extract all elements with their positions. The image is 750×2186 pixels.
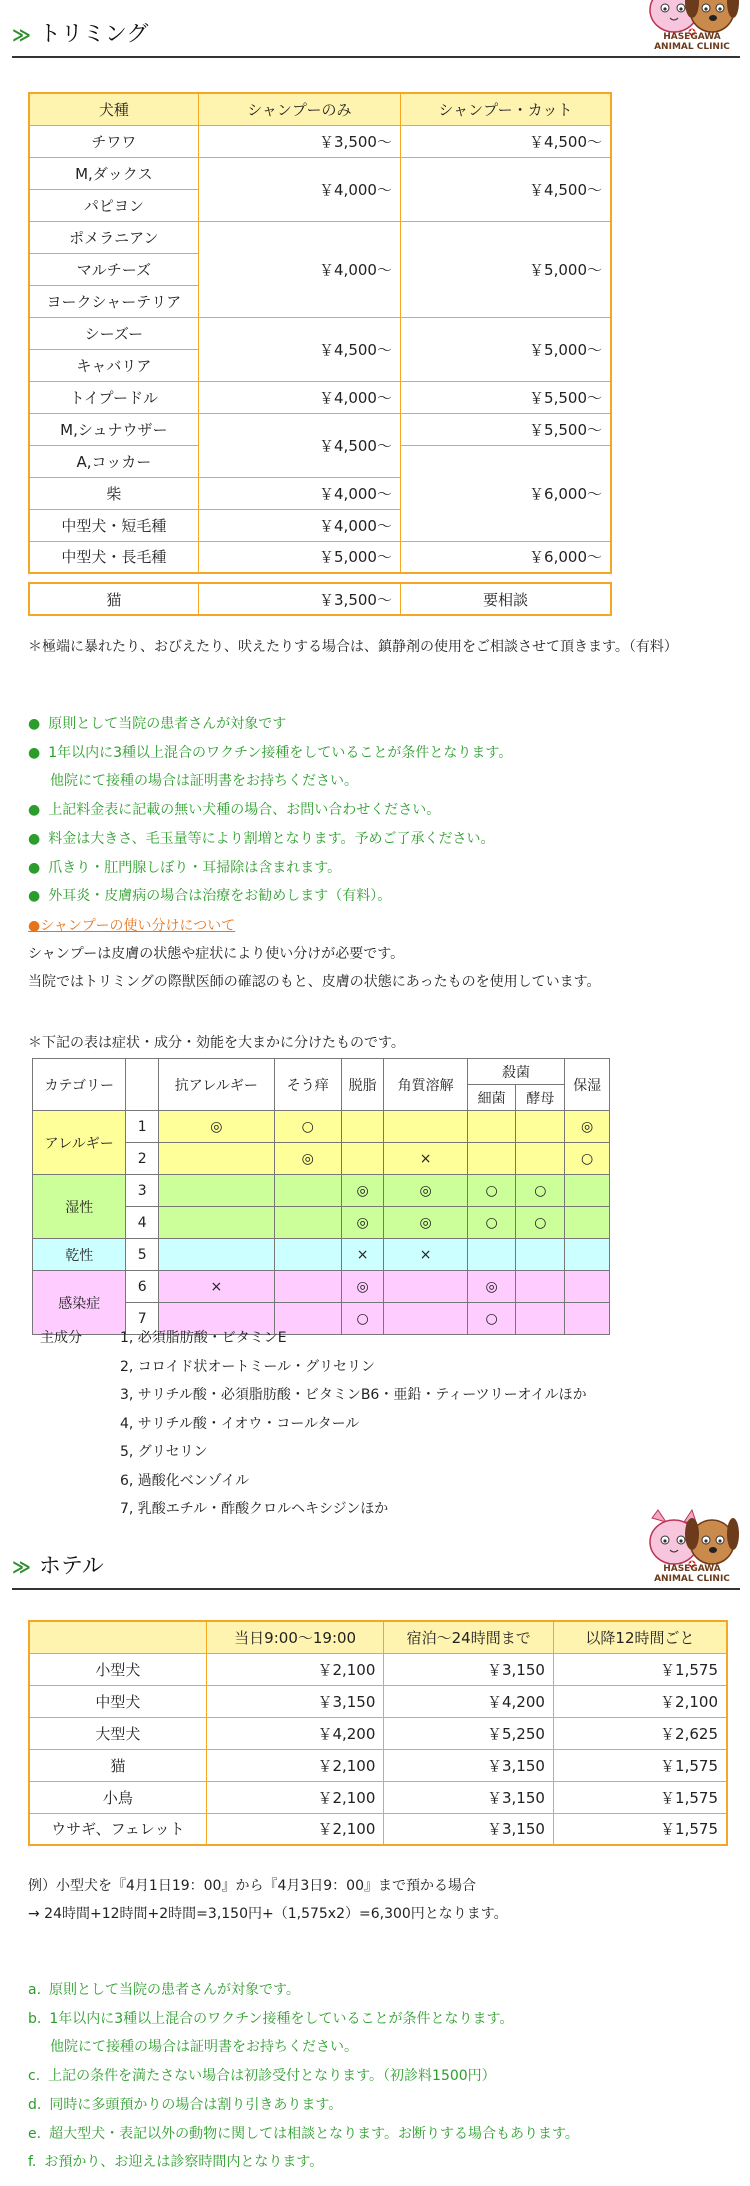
column-header: 酵母 [516, 1085, 565, 1111]
list-item [28, 2033, 738, 2062]
price-cell: ￥5,250 [384, 1717, 554, 1749]
note-text: 外耳炎・皮膚病の場合は治療をお勧めします（有料）。 [48, 888, 392, 905]
symbol-cell [274, 1239, 341, 1271]
symbol-cell: ○ [467, 1303, 516, 1335]
list-item [28, 1976, 738, 2005]
column-header: 細菌 [467, 1085, 516, 1111]
symbol-cell: ○ [274, 1111, 341, 1143]
header-row [33, 1059, 610, 1085]
price-cell: ￥4,000～ [198, 477, 400, 509]
price-cell: ￥3,150 [384, 1781, 554, 1813]
table-row [33, 1271, 610, 1303]
price-cell: ￥4,000～ [198, 221, 400, 317]
column-header: 犬種 [29, 93, 198, 125]
hotel-price-table [28, 1620, 728, 1846]
list-item [28, 767, 728, 796]
column-header: 抗アレルギー [158, 1059, 274, 1111]
breed-cell: 中型犬・短毛種 [29, 509, 198, 541]
shampoo-text: 当院ではトリミングの際獣医師の確認のもと、皮膚の状態にあったものを使用しています。 [28, 974, 601, 990]
table-intro: ＊下記の表は症状・成分・効能を大まかに分けたものです。 [28, 1035, 405, 1051]
list-item [40, 1438, 587, 1467]
symbol-cell: × [384, 1143, 467, 1175]
table-row [29, 157, 611, 189]
column-header [126, 1059, 159, 1111]
column-header: 角質溶解 [384, 1059, 467, 1111]
price-cell: ￥3,500～ [198, 125, 400, 157]
symbol-cell: ◎ [565, 1111, 610, 1143]
price-cell: ￥2,625 [553, 1717, 727, 1749]
list-item [28, 825, 728, 854]
table-row [29, 1749, 727, 1781]
price-cell: ￥6,000～ [400, 445, 611, 541]
list-item [28, 2120, 738, 2149]
note-text: 他院にて接種の場合は証明書をお持ちください。 [50, 2039, 358, 2056]
symbol-cell [516, 1143, 565, 1175]
animal-cell: ウサギ、フェレット [29, 1813, 206, 1845]
price-cell: ￥2,100 [206, 1813, 384, 1845]
list-item [28, 739, 728, 768]
note-mark: c. [28, 2068, 41, 2085]
list-item [40, 1467, 587, 1496]
symbol-cell: ◎ [158, 1111, 274, 1143]
number-cell: 4 [126, 1207, 159, 1239]
logo-text: HASEGAWA ANIMAL CLINIC [654, 32, 730, 52]
clinic-logo [644, 1508, 740, 1584]
list-item [28, 882, 728, 911]
table-row [29, 583, 611, 615]
breed-cell: M,ダックス [29, 157, 198, 189]
trimming-header [12, 0, 740, 58]
list-item [40, 1410, 587, 1439]
price-cell: ￥3,150 [206, 1685, 384, 1717]
price-cell: ￥5,500～ [400, 413, 611, 445]
bullet-icon: ● [28, 830, 41, 847]
price-cell: ￥2,100 [206, 1653, 384, 1685]
number-cell: 3 [126, 1175, 159, 1207]
number-cell: 5 [126, 1239, 159, 1271]
price-cell: ￥5,000～ [198, 541, 400, 573]
logo-text: HASEGAWA ANIMAL CLINIC [654, 1564, 730, 1584]
note-text: 他院にて接種の場合は証明書をお持ちください。 [50, 773, 358, 790]
price-cell: ￥2,100 [206, 1781, 384, 1813]
breed-cell: トイプードル [29, 381, 198, 413]
price-cell: 要相談 [400, 583, 611, 615]
symbol-cell: ◎ [341, 1175, 384, 1207]
ingredient-text: 1, 必須脂肪酸・ビタミンE [120, 1330, 287, 1346]
list-item [28, 710, 728, 739]
symbol-cell: ◎ [384, 1175, 467, 1207]
sedation-footnote: ＊極端に暴れたり、おびえたり、吠えたりする場合は、鎮静剤の使用をご相談させて頂きます。（有料） [28, 639, 678, 655]
table-row [29, 1813, 727, 1845]
number-cell: 6 [126, 1271, 159, 1303]
table-row [29, 1781, 727, 1813]
note-text: 原則として当院の患者さんが対象です。 [49, 1982, 300, 1998]
table-row [29, 1717, 727, 1749]
shampoo-section [28, 912, 748, 996]
animal-cell: 大型犬 [29, 1717, 206, 1749]
bullet-icon: ● [28, 888, 41, 905]
symbol-cell [158, 1239, 274, 1271]
ingredient-text: 3, サリチル酸・必須脂肪酸・ビタミンB6・亜鉛・ティーツリーオイルほか [120, 1387, 587, 1403]
note-mark: a. [28, 1982, 42, 1998]
price-cell: ￥4,000～ [198, 509, 400, 541]
column-header: 殺菌 [467, 1059, 565, 1085]
column-header: 宿泊～24時間まで [384, 1621, 554, 1653]
double-chevron-icon: ≫ [12, 1557, 31, 1578]
bullet-icon: ● [28, 859, 41, 876]
ingredient-text: 4, サリチル酸・イオウ・コールタール [120, 1415, 360, 1432]
price-cell: ￥4,500～ [400, 125, 611, 157]
symbol-cell [467, 1111, 516, 1143]
note-text: 1年以内に3種以上混合のワクチン接種をしていることが条件となります。 [48, 744, 513, 761]
symbol-cell [467, 1239, 516, 1271]
list-item [28, 796, 728, 825]
breed-cell: M,シュナウザー [29, 413, 198, 445]
column-header: 保湿 [565, 1059, 610, 1111]
cat-dog-logo-icon [644, 1508, 740, 1570]
ingredient-text: 7, 乳酸エチル・酢酸クロルヘキシジンほか [120, 1501, 389, 1517]
double-chevron-icon: ≫ [12, 25, 31, 46]
symbol-cell: ◎ [274, 1143, 341, 1175]
list-item [28, 854, 728, 883]
price-cell: ￥4,200 [384, 1685, 554, 1717]
table-row [33, 1111, 610, 1143]
symbol-cell: × [384, 1239, 467, 1271]
price-cell: ￥2,100 [553, 1685, 727, 1717]
table-row [29, 125, 611, 157]
trimming-title-text: トリミング [38, 22, 149, 47]
price-cell: ￥4,000～ [198, 381, 400, 413]
breed-cell: 中型犬・長毛種 [29, 541, 198, 573]
symbol-cell [384, 1271, 467, 1303]
price-cell: ￥5,000～ [400, 221, 611, 317]
price-cell: ￥1,575 [553, 1813, 727, 1845]
list-item [40, 1495, 587, 1524]
column-header: 脱脂 [341, 1059, 384, 1111]
breed-cell: チワワ [29, 125, 198, 157]
list-item [40, 1381, 587, 1410]
symbol-cell: ◎ [341, 1207, 384, 1239]
breed-cell: シーズー [29, 317, 198, 349]
shampoo-category-table [32, 1058, 610, 1335]
note-text: 上記の条件を満たさない場合は初診受付となります。（初診料1500円） [48, 2068, 496, 2085]
note-mark: f. [28, 2154, 37, 2171]
column-header: シャンプー・カット [400, 93, 611, 125]
symbol-cell: ○ [467, 1207, 516, 1239]
symbol-cell [565, 1175, 610, 1207]
symbol-cell [158, 1143, 274, 1175]
price-cell: ￥4,500～ [198, 413, 400, 477]
symbol-cell: ○ [516, 1207, 565, 1239]
symbol-cell [158, 1207, 274, 1239]
symbol-cell [516, 1239, 565, 1271]
symbol-cell [274, 1271, 341, 1303]
symbol-cell [341, 1143, 384, 1175]
symbol-cell: ○ [516, 1175, 565, 1207]
breed-cell: ヨークシャーテリア [29, 285, 198, 317]
ingredient-text: 6, 過酸化ベンゾイル [120, 1472, 250, 1489]
note-text: 料金は大きさ、毛玉量等により割増となります。予めご了承ください。 [48, 830, 495, 847]
trimming-notes-list [28, 710, 728, 911]
price-cell: ￥4,000～ [198, 157, 400, 221]
number-cell: 7 [126, 1303, 159, 1335]
note-text: 同時に多頭預かりの場合は割り引きあります。 [49, 2096, 343, 2113]
table-row [33, 1175, 610, 1207]
table-row [33, 1239, 610, 1271]
breed-cell: マルチーズ [29, 253, 198, 285]
column-header: 当日9:00～19:00 [206, 1621, 384, 1653]
note-mark: d. [28, 2096, 42, 2113]
symbol-cell [274, 1207, 341, 1239]
table-row [29, 1653, 727, 1685]
hotel-example [28, 1872, 728, 1928]
note-mark: b. [28, 2010, 42, 2027]
price-cell: ￥5,000～ [400, 317, 611, 381]
list-item [40, 1324, 587, 1353]
table-row [29, 317, 611, 349]
hotel-header [12, 1528, 740, 1590]
price-cell: ￥3,150 [384, 1813, 554, 1845]
symbol-cell: ○ [565, 1143, 610, 1175]
price-cell: ￥1,575 [553, 1653, 727, 1685]
list-item [28, 2148, 738, 2177]
table-header-row [29, 93, 611, 125]
category-cell: 感染症 [33, 1271, 126, 1335]
symbol-cell [158, 1175, 274, 1207]
note-text: 1年以内に3種以上混合のワクチン接種をしていることが条件となります。 [49, 2010, 514, 2027]
list-item [28, 2005, 738, 2034]
price-cell: ￥3,150 [384, 1749, 554, 1781]
price-cell: ￥1,575 [553, 1781, 727, 1813]
trimming-title [12, 17, 148, 48]
note-mark: e. [28, 2125, 42, 2142]
ingredient-text: 2, コロイド状オートミール・グリセリン [120, 1358, 375, 1375]
example-text: → 24時間+12時間+2時間=3,150円+（1,575x2）=6,300円となります。 [28, 1906, 508, 1922]
symbol-cell: ◎ [341, 1271, 384, 1303]
table-header-row [29, 1621, 727, 1653]
animal-cell: 中型犬 [29, 1685, 206, 1717]
animal-cell: 小型犬 [29, 1653, 206, 1685]
breed-cell: ポメラニアン [29, 221, 198, 253]
column-header: そう痒 [274, 1059, 341, 1111]
symbol-cell [274, 1175, 341, 1207]
price-cell: ￥5,500～ [400, 381, 611, 413]
symbol-cell: ○ [341, 1303, 384, 1335]
clinic-logo [644, 0, 740, 52]
symbol-cell: × [341, 1239, 384, 1271]
price-cell: ￥4,500～ [198, 317, 400, 381]
hotel-notes-list [28, 1976, 738, 2177]
table-row [29, 541, 611, 573]
number-cell: 2 [126, 1143, 159, 1175]
category-cell: 湿性 [33, 1175, 126, 1239]
table-row [29, 1685, 727, 1717]
bullet-icon: ● [28, 802, 41, 819]
symbol-cell [516, 1271, 565, 1303]
example-text: 例）小型犬を『4月1日19：00』から『4月3日9：00』まで預かる場合 [28, 1878, 476, 1894]
breed-cell: A,コッカー [29, 445, 198, 477]
category-cell: 乾性 [33, 1239, 126, 1271]
symbol-cell [384, 1111, 467, 1143]
animal-cell: 小鳥 [29, 1781, 206, 1813]
cat-price-table [28, 582, 612, 616]
table-row [29, 413, 611, 445]
column-header: 以降12時間ごと [553, 1621, 727, 1653]
price-cell: ￥4,500～ [400, 157, 611, 221]
symbol-cell: ◎ [384, 1207, 467, 1239]
shampoo-usage-link[interactable]: ●シャンプーの使い分けについて [28, 918, 236, 934]
table-row [29, 381, 611, 413]
breed-cell: 猫 [29, 583, 198, 615]
ingredient-text: 5, グリセリン [120, 1444, 208, 1460]
breed-cell: 柴 [29, 477, 198, 509]
note-text: 超大型犬・表記以外の動物に関しては相談となります。お断りする場合もあります。 [49, 2125, 579, 2142]
note-text: 上記料金表に記載の無い犬種の場合、お問い合わせください。 [48, 802, 441, 819]
note-text: お預かり、お迎えは診察時間内となります。 [44, 2154, 324, 2171]
symbol-cell [341, 1111, 384, 1143]
column-header: シャンプーのみ [198, 93, 400, 125]
trimming-price-table [28, 92, 612, 574]
symbol-cell [565, 1271, 610, 1303]
shampoo-text: シャンプーは皮膚の状態や症状により使い分けが必要です。 [28, 946, 405, 962]
list-item [28, 2062, 738, 2091]
ingredients-list [40, 1324, 587, 1524]
number-cell: 1 [126, 1111, 159, 1143]
category-cell: アレルギー [33, 1111, 126, 1175]
bullet-icon: ● [28, 744, 41, 761]
column-header: カテゴリー [33, 1059, 126, 1111]
bullet-icon: ● [28, 716, 41, 732]
price-cell: ￥1,575 [553, 1749, 727, 1781]
note-text: 原則として当院の患者さんが対象です [48, 716, 287, 732]
price-cell: ￥3,150 [384, 1653, 554, 1685]
list-item [28, 2091, 738, 2120]
price-cell: ￥6,000～ [400, 541, 611, 573]
breed-cell: キャバリア [29, 349, 198, 381]
column-header [29, 1621, 206, 1653]
symbol-cell: × [158, 1271, 274, 1303]
symbol-cell [516, 1111, 565, 1143]
hotel-title-text: ホテル [38, 1554, 104, 1579]
symbol-cell: ○ [467, 1175, 516, 1207]
note-text: 爪きり・肛門腺しぼり・耳掃除は含まれます。 [48, 859, 342, 876]
price-cell: ￥2,100 [206, 1749, 384, 1781]
table-row [29, 221, 611, 253]
hotel-title [12, 1549, 104, 1580]
symbol-cell [565, 1207, 610, 1239]
price-cell: ￥3,500～ [198, 583, 400, 615]
symbol-cell [467, 1143, 516, 1175]
symbol-cell: ◎ [467, 1271, 516, 1303]
animal-cell: 猫 [29, 1749, 206, 1781]
symbol-cell [565, 1239, 610, 1271]
list-item [40, 1353, 587, 1382]
ingredients-label: 主成分 [40, 1330, 82, 1346]
price-cell: ￥4,200 [206, 1717, 384, 1749]
breed-cell: パピヨン [29, 189, 198, 221]
